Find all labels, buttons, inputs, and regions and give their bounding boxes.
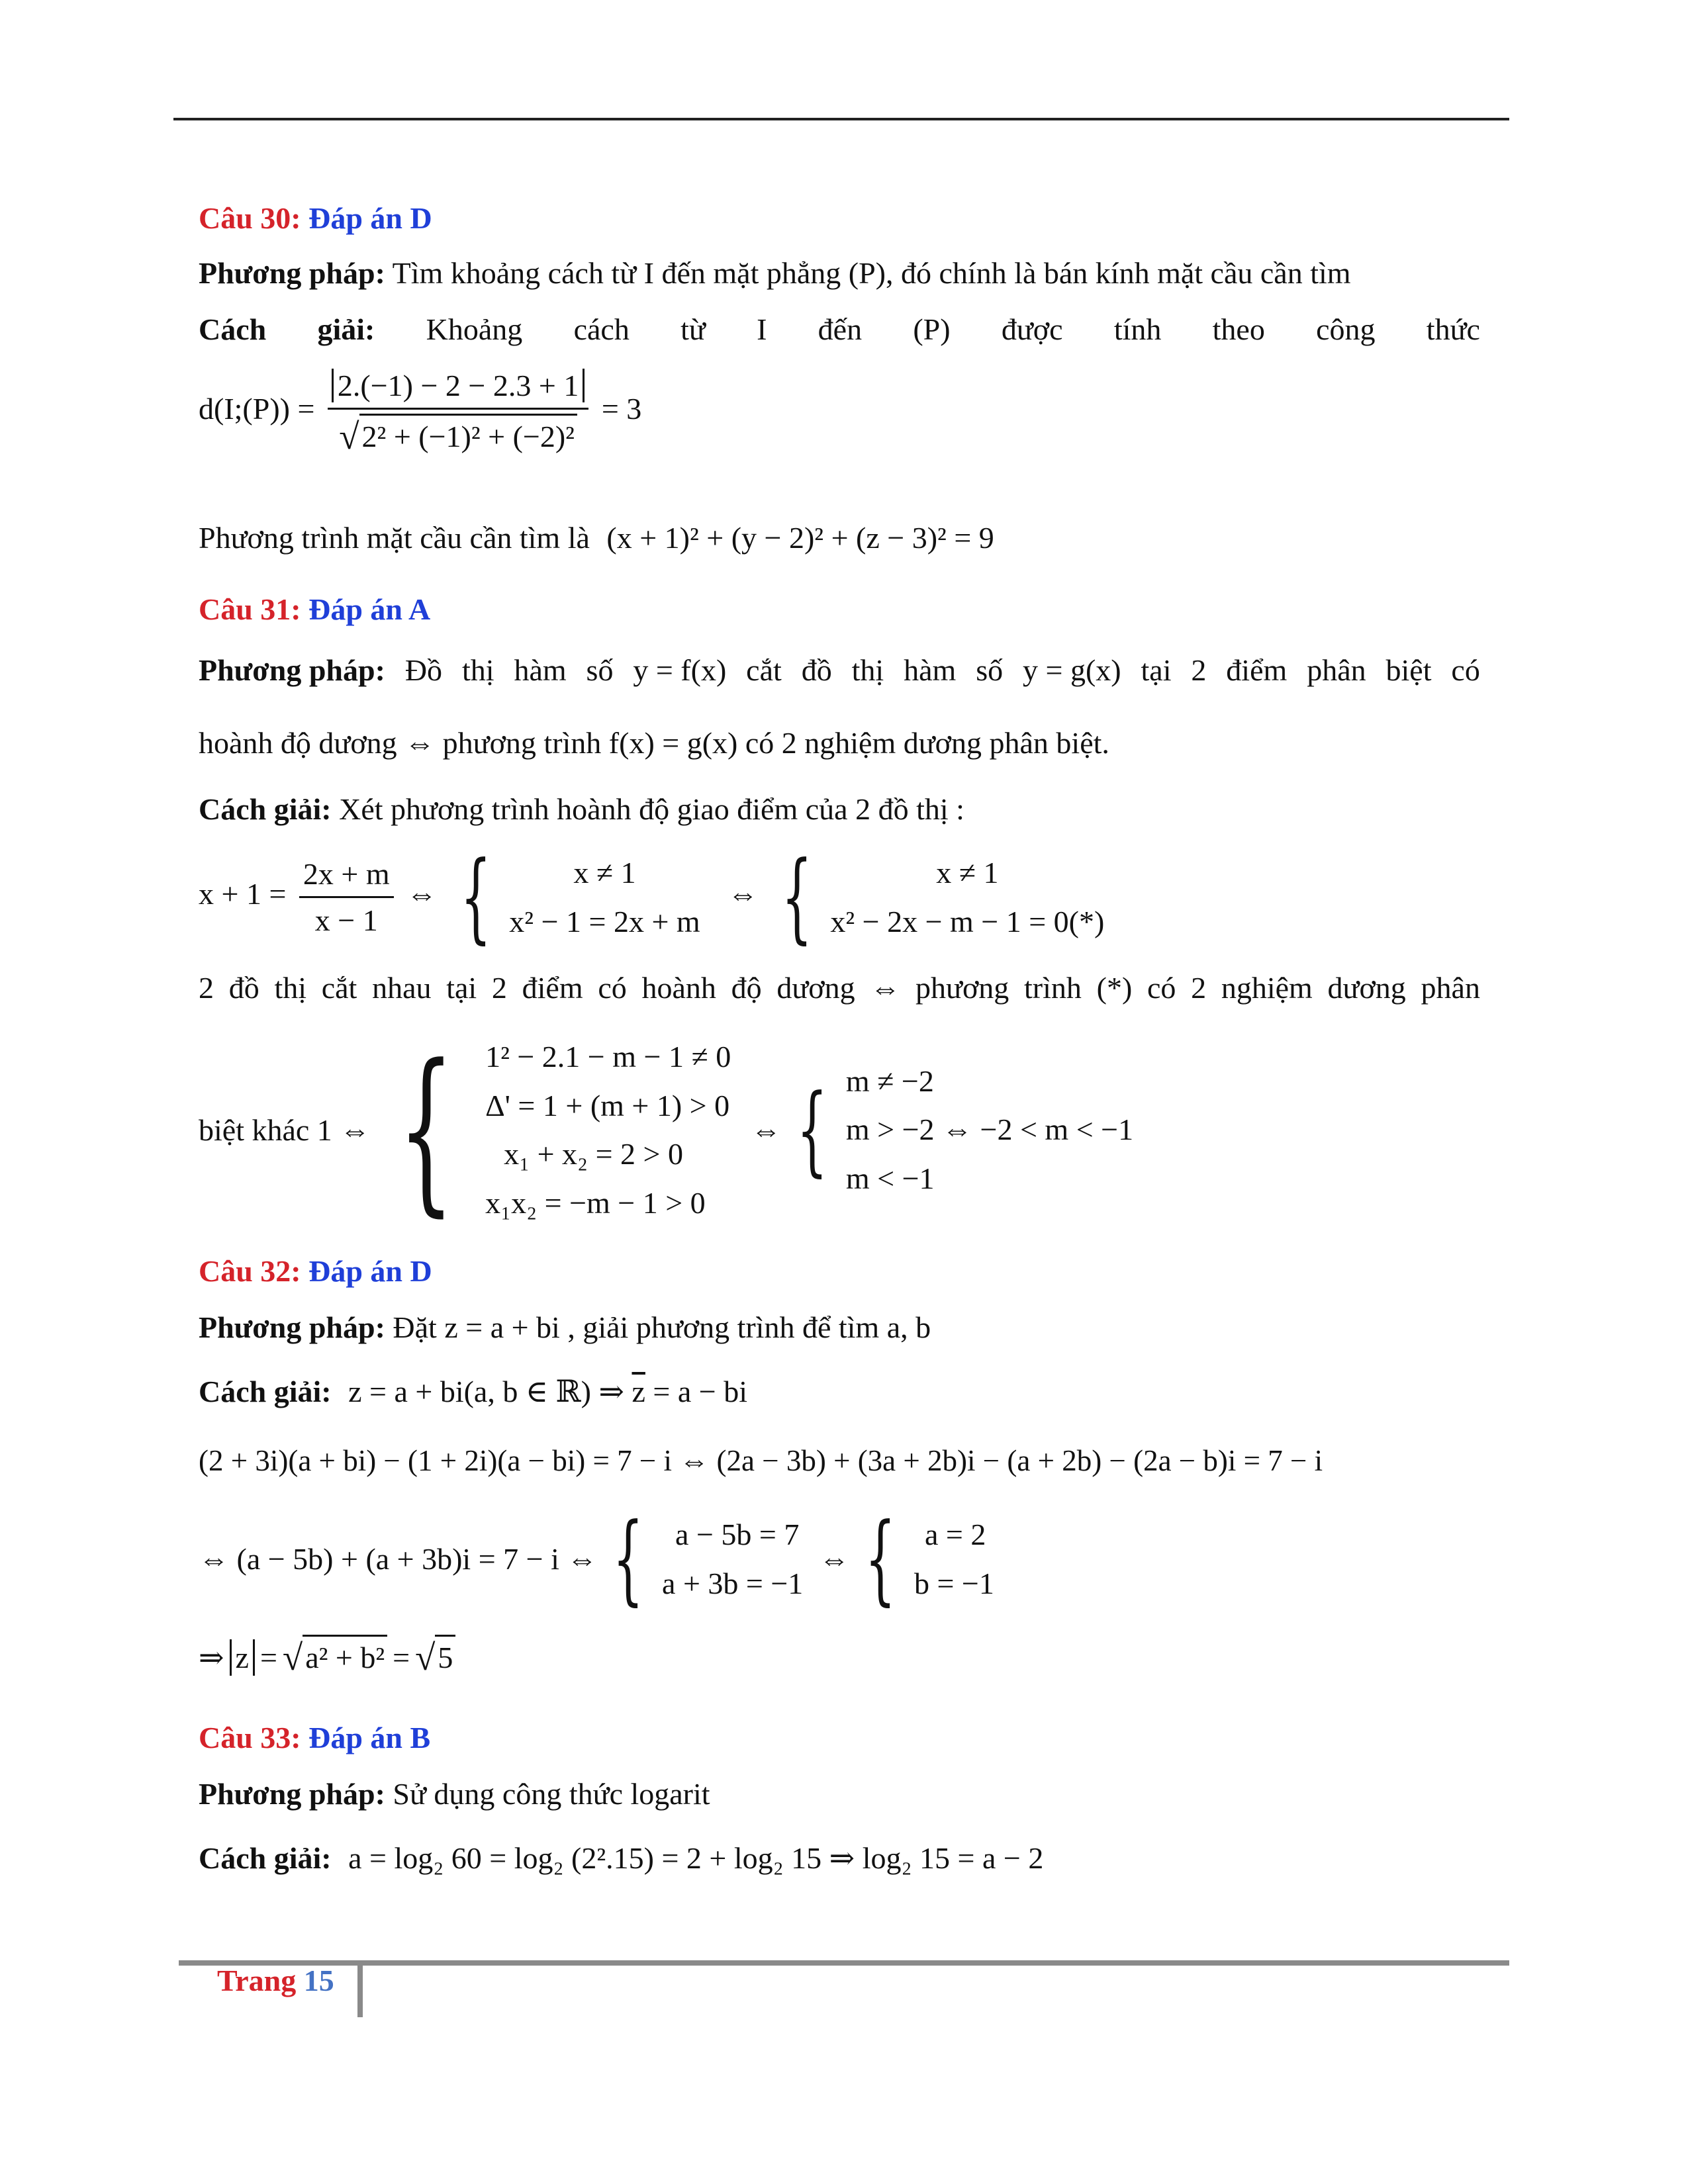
q30-solution-line <box>199 311 1480 347</box>
q31-word: hàm <box>904 653 957 687</box>
q32-number: Câu 32: <box>199 1254 301 1288</box>
q31-word: tại <box>1141 653 1172 687</box>
q31-word: thị <box>461 653 494 687</box>
q31-word: biệt <box>1385 653 1432 687</box>
q30-word: Khoảng <box>426 312 523 346</box>
q31-cond-word: cắt <box>321 971 357 1005</box>
page-label: Trang <box>217 1964 297 1997</box>
q31-cond-prefix: biệt khác 1 ⇔ <box>199 1113 371 1147</box>
q30-method-text: Tìm khoảng cách từ I đến mặt phẳng (P), đó chính là bán kính mặt cầu cần tìm <box>392 256 1351 290</box>
q31-word: có <box>1451 653 1480 687</box>
system-row: m < −1 <box>845 1161 935 1195</box>
q31-cond-word: độ <box>731 971 762 1005</box>
q33-method <box>199 1776 710 1812</box>
q31-cond-word: phân <box>1421 971 1480 1005</box>
q32-mod-eq2: = <box>393 1641 410 1674</box>
q31-word: y = f(x) <box>633 653 727 687</box>
q31-eq-num: 2x + m <box>299 856 394 898</box>
system-row: x₁ + x₂ = 2 > 0 <box>504 1137 683 1171</box>
q32-sol-label: Cách giải: <box>199 1375 332 1408</box>
q30-word: đến <box>818 312 863 346</box>
q32-system-line <box>199 1502 994 1615</box>
q31-cond-word: trình <box>1024 971 1082 1005</box>
q31-system-2: { x ≠ 1 x² − 2x − m − 1 = 0(*) <box>781 840 1105 954</box>
q31-system-4: { m ≠ −2 m > −2 ⇔ −2 < m < −1 m < −1 <box>781 1057 1133 1203</box>
q30-word: cách <box>573 312 630 346</box>
q31-word: số <box>976 653 1004 687</box>
system-row: a − 5b = 7 <box>675 1518 800 1551</box>
q32-conjugate: $\overline{z}$ <box>632 1375 645 1408</box>
q33-sol-eq: a = log₂ 60 = log₂ (2².15) = 2 + log₂ 15 ⇒ log₂ 15 = a − 2 <box>348 1841 1044 1875</box>
q31-system-3: { 1² − 2.1 − m − 1 ≠ 0 Δ' = 1 + (m + 1) > 0 x₁ + x₂ = 2 > 0 x₁x₂ = −m − 1 > 0 <box>398 1026 731 1232</box>
q31-heading <box>199 591 430 627</box>
q31-eq-lhs: x + 1 = <box>199 877 287 911</box>
q31-cond-word: nghiệm <box>1221 971 1313 1005</box>
q32-mod-rad: a² + b² <box>303 1635 387 1676</box>
q30-method <box>199 255 1351 291</box>
q30-number: Câu 30: <box>199 201 301 235</box>
q30-word: (P) <box>913 312 951 346</box>
q31-word: hàm <box>514 653 567 687</box>
header-rule <box>173 118 1509 120</box>
iff-symbol: ⇔ <box>727 877 759 911</box>
q30-dist-lhs: d(I;(P)) = <box>199 392 315 426</box>
q33-sol-label: Cách giải: <box>199 1841 332 1875</box>
q31-cond-word: 2 <box>1191 971 1207 1005</box>
q30-sphere <box>199 520 994 556</box>
iff-symbol: ⇔ <box>751 1113 782 1147</box>
q31-cond-word: thị <box>274 971 306 1005</box>
q30-heading <box>199 200 432 236</box>
q30-sol-label-2: giải: <box>317 312 375 346</box>
q30-word: công <box>1316 312 1376 346</box>
q30-sol-label-1: Cách <box>199 312 267 346</box>
q32-method-label: Phương pháp: <box>199 1310 385 1344</box>
q30-word: theo <box>1212 312 1265 346</box>
q30-dist-rhs: = 3 <box>601 392 642 426</box>
system-row: Δ' = 1 + (m + 1) > 0 <box>485 1088 730 1122</box>
system-row: x² − 2x − m − 1 = 0(*) <box>830 904 1105 938</box>
system-row: x ≠ 1 <box>573 856 636 889</box>
q30-word: thức <box>1426 312 1480 346</box>
page-footer <box>217 1963 334 1998</box>
q31-intersection-eq <box>199 840 1105 954</box>
q31-cond-word: nhau <box>372 971 432 1005</box>
q30-dist-denominator: 2² + (−1)² + (−2)² <box>359 414 577 455</box>
q32-method-text: Đặt z = a + bi , giải phương trình để tìm a, b <box>393 1310 931 1344</box>
q31-cond-word: dương <box>776 971 855 1005</box>
q31-word: thị <box>851 653 884 687</box>
q30-sphere-eq: (x + 1)² + (y − 2)² + (z − 3)² = 9 <box>606 521 994 555</box>
q31-eq-fraction <box>299 856 394 938</box>
q31-word: y = g(x) <box>1023 653 1121 687</box>
q32-solution <box>199 1373 747 1410</box>
system-row: x² − 1 = 2x + m <box>509 904 700 938</box>
q31-word: cắt <box>746 653 782 687</box>
iff-symbol: ⇔ <box>819 1542 850 1576</box>
q31-cond-word: tại <box>446 971 477 1005</box>
q33-number: Câu 33: <box>199 1721 301 1754</box>
q31-method-label: Phương pháp: <box>199 653 385 687</box>
q31-cond-word: có <box>1147 971 1176 1005</box>
q33-method-label: Phương pháp: <box>199 1777 385 1811</box>
q31-method-line1 <box>199 652 1480 688</box>
q31-cond-word: (*) <box>1096 971 1133 1005</box>
q32-expansion: (2 + 3i)(a + bi) − (1 + 2i)(a − bi) = 7 − i ⇔ (2a − 3b) + (3a + 2b)i − (a + 2b) − (2a − b)i = 7 − i <box>199 1444 1323 1477</box>
q31-system-1: { x ≠ 1 x² − 1 = 2x + m <box>460 840 700 954</box>
q32-heading <box>199 1253 432 1289</box>
q32-mod-res: 5 <box>435 1635 455 1676</box>
q30-distance-formula <box>199 367 641 457</box>
q31-sol-text: Xét phương trình hoành độ giao điểm của 2 đồ thị : <box>339 792 964 826</box>
system-row: x ≠ 1 <box>936 856 999 889</box>
q31-number: Câu 31: <box>199 592 301 626</box>
q31-solution <box>199 791 964 827</box>
system-row: 1² − 2.1 − m − 1 ≠ 0 <box>485 1040 731 1073</box>
q31-word: 2 <box>1191 653 1207 687</box>
system-row: m > −2 ⇔ −2 < m < −1 <box>845 1113 1134 1147</box>
q31-method-line2: hoành độ dương ⇔ phương trình f(x) = g(x) có 2 nghiệm dương phân biệt. <box>199 726 1109 760</box>
q32-mod-prefix: ⇒ <box>199 1641 224 1674</box>
q32-mod-z: z <box>230 1639 255 1676</box>
page-number: 15 <box>303 1964 334 1997</box>
q31-answer: Đáp án A <box>308 592 431 626</box>
q31-cond-word: 2 <box>199 971 214 1005</box>
system-row: a + 3b = −1 <box>662 1566 804 1600</box>
q33-method-text: Sử dụng công thức logarit <box>393 1777 710 1811</box>
q31-cond-word: 2 <box>491 971 507 1005</box>
q31-cond-word: ⇔ <box>870 971 901 1005</box>
q32-sol-eq: z = a + bi(a, b ∈ ℝ) ⇒ <box>348 1375 624 1408</box>
q31-condition-systems <box>199 1026 1134 1232</box>
q31-word: điểm <box>1226 653 1288 687</box>
system-row: a = 2 <box>924 1518 986 1551</box>
q32-line4-prefix: ⇔ (a − 5b) + (a + 3b)i = 7 − i ⇔ <box>199 1542 598 1576</box>
q31-cond-word: điểm <box>522 971 583 1005</box>
q30-word: được <box>1001 312 1063 346</box>
q31-condition-line <box>199 970 1480 1006</box>
q32-mod-eq: = <box>259 1641 277 1674</box>
system-row: b = −1 <box>914 1566 994 1600</box>
iff-symbol: ⇔ <box>406 877 438 911</box>
q31-word: số <box>586 653 614 687</box>
q31-cond-word: phương <box>915 971 1009 1005</box>
q31-cond-word: đồ <box>228 971 259 1005</box>
q31-word: phân <box>1307 653 1366 687</box>
system-row: x₁x₂ = −m − 1 > 0 <box>485 1185 706 1220</box>
q32-method <box>199 1309 931 1345</box>
q32-modulus: ⇒ z = √ a² + b² = √ 5 <box>199 1635 455 1676</box>
q31-cond-word: có <box>598 971 627 1005</box>
footer-separator <box>357 1960 363 2017</box>
q30-word: từ <box>680 312 706 346</box>
q31-sol-label: Cách giải: <box>199 792 332 826</box>
q33-heading <box>199 1719 430 1756</box>
q32-system-1: { a − 5b = 7 a + 3b = −1 <box>612 1502 804 1615</box>
q32-answer: Đáp án D <box>308 1254 432 1288</box>
q30-answer: Đáp án D <box>308 201 432 235</box>
q30-dist-numerator: 2.(−1) − 2 − 2.3 + 1 <box>332 369 585 402</box>
q31-word: đồ <box>801 653 832 687</box>
q30-method-label: Phương pháp: <box>199 256 385 290</box>
q33-answer: Đáp án B <box>308 1721 431 1754</box>
q32-system-2: { a = 2 b = −1 <box>865 1502 994 1615</box>
q30-sphere-text: Phương trình mặt cầu cần tìm là <box>199 521 590 555</box>
q31-cond-word: hoành <box>641 971 716 1005</box>
q30-word: I <box>757 312 767 346</box>
system-row: m ≠ −2 <box>845 1064 934 1098</box>
q33-solution <box>199 1840 1043 1876</box>
q30-word: tính <box>1113 312 1162 346</box>
q31-word: Đồ <box>404 653 443 687</box>
q30-dist-fraction: 2.(−1) − 2 − 2.3 + 1 √ 2² + (−1)² + (−2)² <box>328 367 588 457</box>
q31-cond-word: dương <box>1327 971 1406 1005</box>
q31-eq-den: x − 1 <box>314 903 378 938</box>
q32-conj-rhs: = a − bi <box>653 1375 747 1408</box>
footer-rule <box>179 1960 1509 1966</box>
